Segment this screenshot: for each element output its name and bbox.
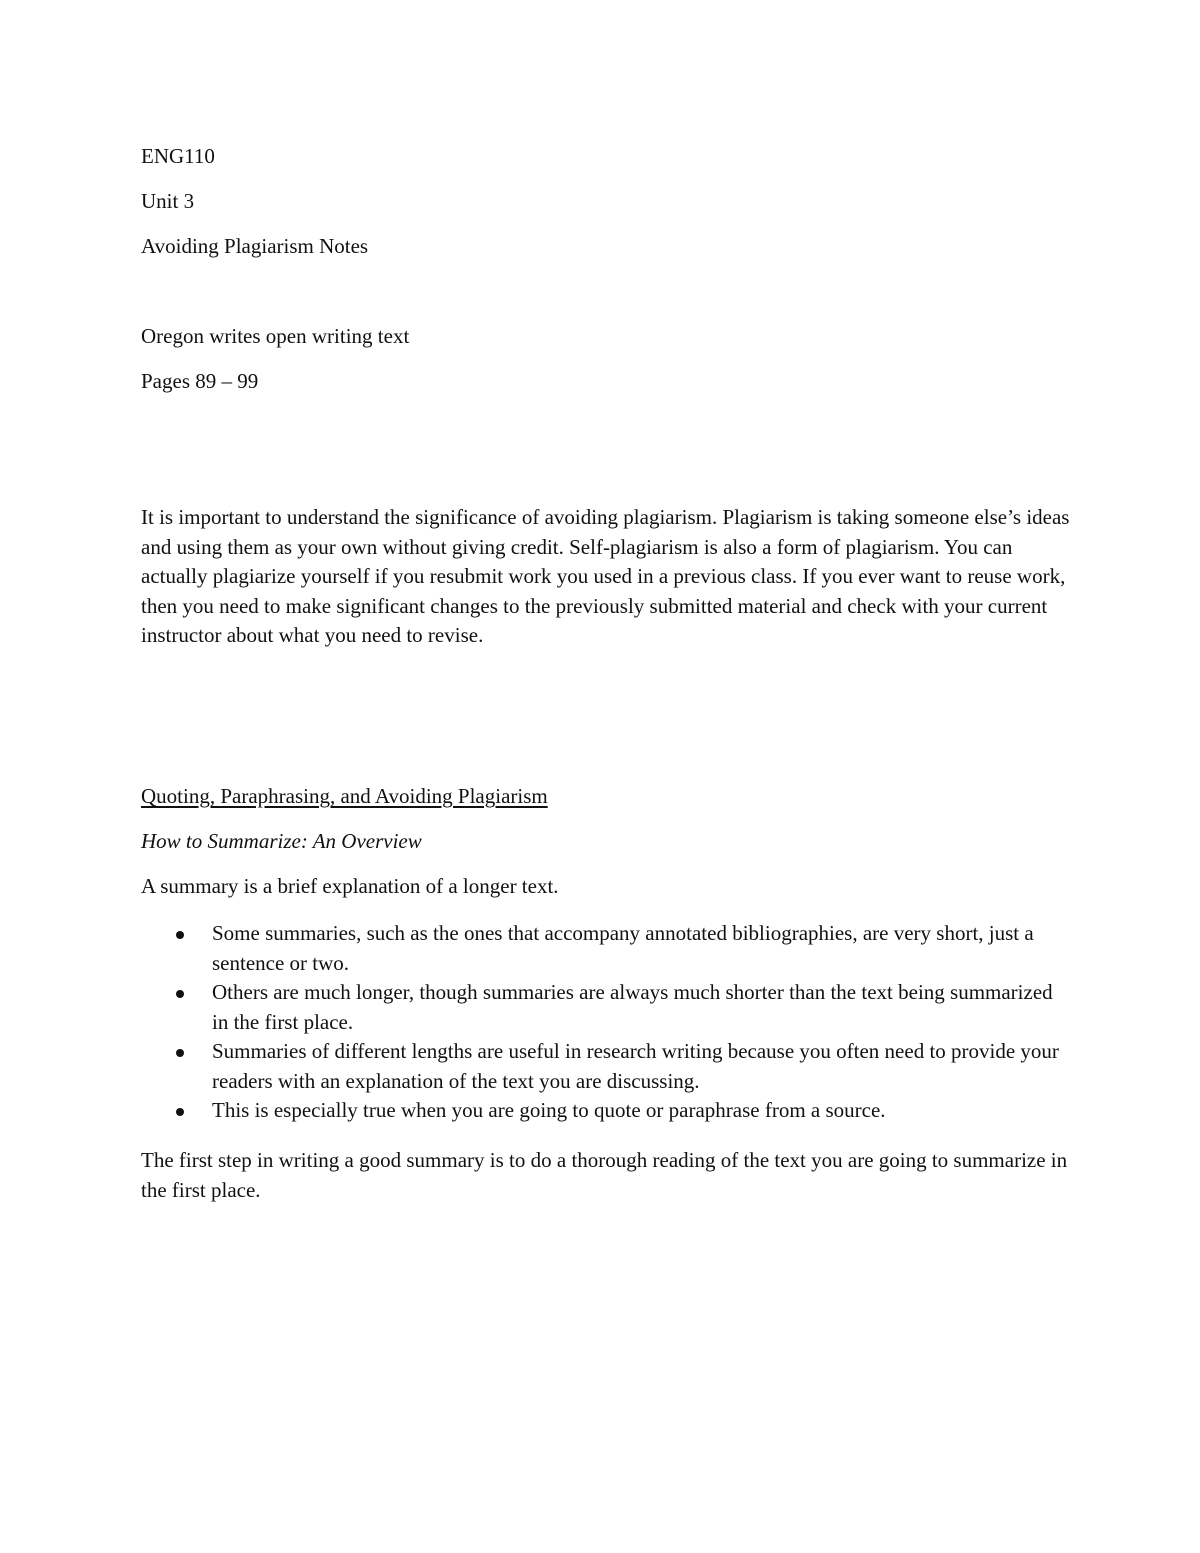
bullet-icon — [176, 931, 184, 939]
source-pages: Pages 89 – 99 — [141, 369, 259, 393]
section-subheading: How to Summarize: An Overview — [141, 829, 422, 853]
course-code: ENG110 — [141, 144, 215, 168]
list-item — [141, 1096, 1071, 1126]
bullet-icon — [176, 1108, 184, 1116]
list-item-text: Some summaries, such as the ones that accompany annotated bibliographies, are very short, just a sentence or two. — [212, 921, 1034, 975]
source-text-name: Oregon writes open writing text — [141, 324, 410, 348]
bullet-icon — [176, 1049, 184, 1057]
section-heading: Quoting, Paraphrasing, and Avoiding Plagiarism — [141, 784, 548, 808]
summary-bullet-list — [141, 919, 1071, 1126]
document-title: Avoiding Plagiarism Notes — [141, 234, 369, 258]
list-item — [141, 978, 1071, 1037]
summary-definition: A summary is a brief explanation of a longer text. — [141, 874, 559, 898]
intro-paragraph: It is important to understand the significance of avoiding plagiarism. Plagiarism is taking someone else’s ideas and using them as your own without giving credit. Self-plagiarism is also a form of plagiarism. You can actually plagiarize yourself if you resubmit work you used in a previous class. If you ever want to reuse work, then you need to make significant changes to the previously submitted material and check with your current instructor about what you need to revise. — [141, 505, 1070, 647]
list-item-text: Summaries of different lengths are useful in research writing because you often need to provide your readers with an explanation of the text you are discussing. — [212, 1039, 1059, 1093]
bullet-icon — [176, 990, 184, 998]
unit-label: Unit 3 — [141, 189, 195, 213]
list-item — [141, 919, 1071, 978]
list-item-text: Others are much longer, though summaries are always much shorter than the text being summarized in the first place. — [212, 980, 1053, 1034]
list-item-text: This is especially true when you are going to quote or paraphrase from a source. — [212, 1098, 886, 1122]
closing-paragraph: The first step in writing a good summary is to do a thorough reading of the text you are going to summarize in the first place. — [141, 1148, 1068, 1202]
list-item — [141, 1037, 1071, 1096]
